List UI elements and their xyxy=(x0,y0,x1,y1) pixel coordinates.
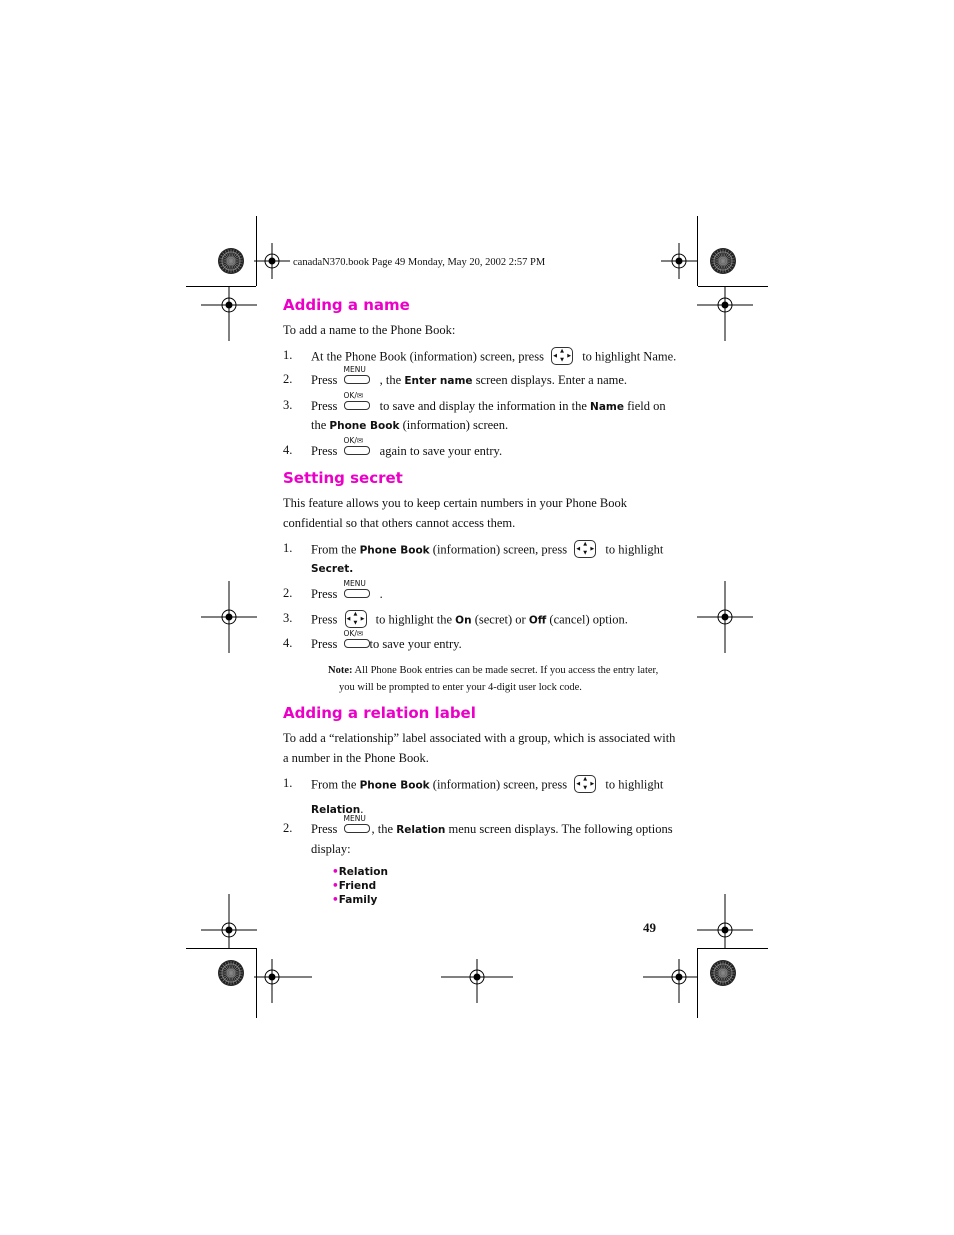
step-relation-2: Press MENU , the Relation menu screen displays. The following options xyxy=(311,814,673,836)
note-label: Note: xyxy=(328,665,353,676)
heading-adding-a-name: Adding a name xyxy=(283,296,410,314)
option-item: •Family xyxy=(332,894,378,906)
intro-setting-secret-1: This feature allows you to keep certain numbers in your Phone Book xyxy=(283,496,628,510)
menu-key-icon: MENU xyxy=(344,366,374,384)
step-add-name-2: Press MENU , the Enter name screen displays. Enter a name. xyxy=(311,365,628,387)
step-number: 1. xyxy=(283,776,293,790)
step-relation-2-cont: display: xyxy=(311,842,351,856)
step-add-name-1: At the Phone Book (information) screen, press ▲ ▼ ◀ ▶ to highlight Name. xyxy=(311,348,676,367)
step-secret-4: Press OK/✉ to save your entry. xyxy=(311,629,462,651)
heading-adding-relation-label: Adding a relation label xyxy=(283,704,476,722)
note-cont: you will be prompted to enter your 4-digit user lock code. xyxy=(339,682,582,693)
step-secret-2: Press MENU . xyxy=(311,579,383,601)
ok-key-icon: OK/✉ xyxy=(344,392,374,410)
book-slug: canadaN370.book Page 49 Monday, May 20, 2002 2:57 PM xyxy=(293,257,546,268)
note: Note: All Phone Book entries can be made secret. If you access the entry later, xyxy=(328,665,659,676)
step-add-name-4: Press OK/✉ again to save your entry. xyxy=(311,436,503,458)
step-number: 1. xyxy=(283,348,293,362)
option-item: •Friend xyxy=(332,880,377,892)
intro-relation-2: a number in the Phone Book. xyxy=(283,751,429,765)
step-secret-1-cont: Secret. xyxy=(311,563,354,575)
menu-key-icon: MENU xyxy=(344,580,374,598)
intro-setting-secret-2: confidential so that others cannot access them. xyxy=(283,516,516,530)
step-secret-3: Press ▲ ▼ ◀ ▶ to highlight the On (secret) or Off (cancel) option. xyxy=(311,611,628,630)
step-relation-1-cont: Relation. xyxy=(311,802,364,816)
step-number: 2. xyxy=(283,821,293,835)
nav-key-icon: ▲ ▼ ◀ ▶ xyxy=(576,541,595,556)
step-number: 2. xyxy=(283,372,293,386)
ok-key-icon: OK/✉ xyxy=(344,437,374,455)
heading-setting-secret: Setting secret xyxy=(283,469,403,487)
step-relation-1: From the Phone Book (information) screen, press ▲ ▼ ◀ ▶ to highlight xyxy=(311,776,663,795)
step-number: 4. xyxy=(283,443,293,457)
step-number: 1. xyxy=(283,541,293,555)
nav-key-icon: ▲ ▼ ◀ ▶ xyxy=(576,776,595,791)
intro-relation-1: To add a “relationship” label associated with a group, which is associated with xyxy=(283,731,676,745)
nav-key-icon: ▲ ▼ ◀ ▶ xyxy=(553,348,572,363)
ok-key-icon: OK/✉ xyxy=(344,630,370,648)
nav-key-icon: ▲ ▼ ◀ ▶ xyxy=(346,611,365,626)
step-number: 3. xyxy=(283,611,293,625)
step-number: 2. xyxy=(283,586,293,600)
step-number: 3. xyxy=(283,398,293,412)
page-number: 49 xyxy=(643,920,656,935)
option-item: •Relation xyxy=(332,866,388,878)
step-add-name-3-cont: the Phone Book (information) screen. xyxy=(311,418,509,432)
intro-adding-a-name: To add a name to the Phone Book: xyxy=(283,323,456,337)
step-number: 4. xyxy=(283,636,293,650)
menu-key-icon: MENU xyxy=(344,815,372,833)
step-add-name-3: Press OK/✉ to save and display the information in the Name field on xyxy=(311,391,666,413)
step-secret-1: From the Phone Book (information) screen, press ▲ ▼ ◀ ▶ to highlight xyxy=(311,541,663,560)
